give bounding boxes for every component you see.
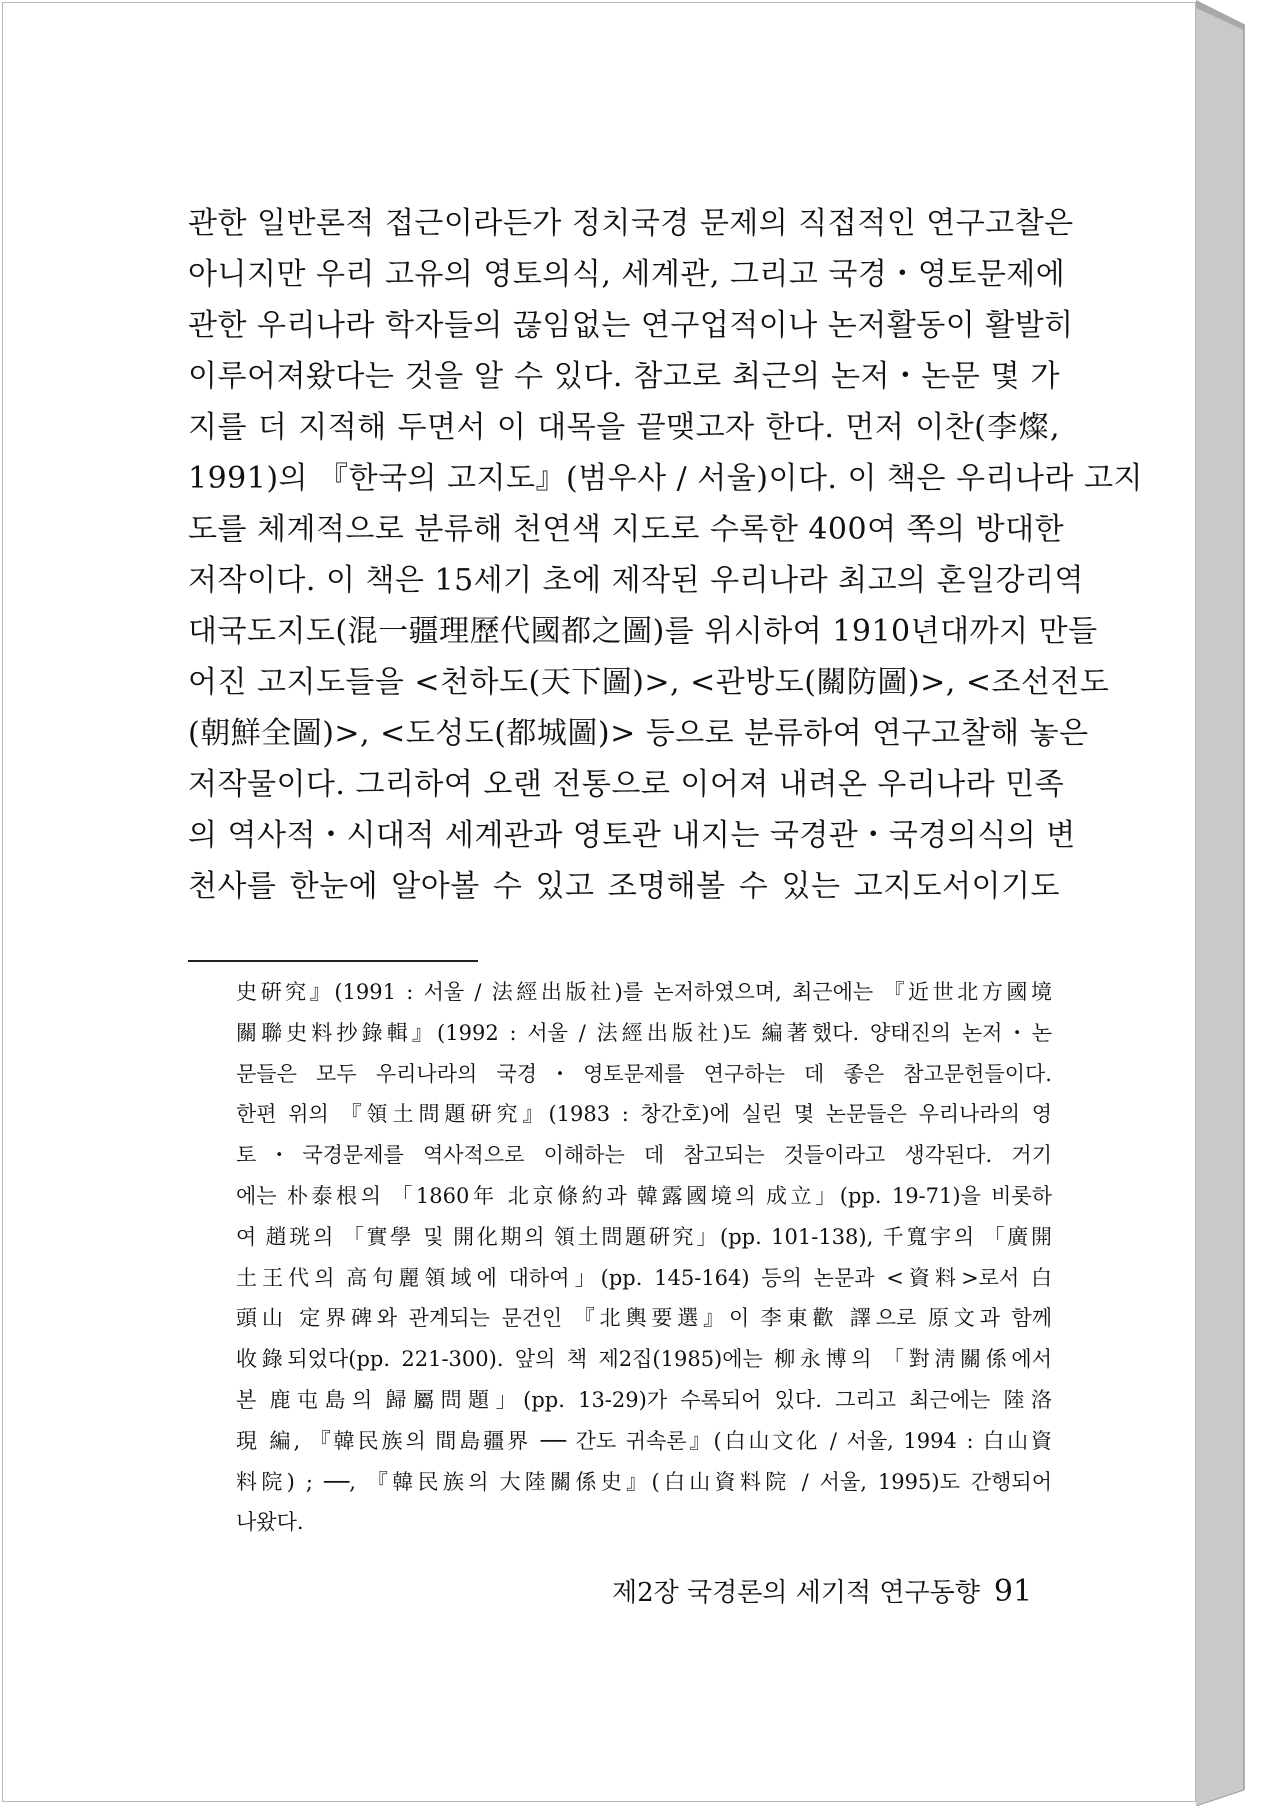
body-line: 관한 일반론적 접근이라든가 정치국경 문제의 직접적인 연구고찰은 [188,206,1074,241]
footnote-line: 토・국경문제를 역사적으로 이해하는 데 참고되는 것들이라고 생각된다. 거기 [236,1143,1052,1168]
body-line: 천사를 한눈에 알아볼 수 있고 조명해볼 수 있는 고지도서이기도 [188,869,1060,904]
body-line: 대국도지도(混一疆理歷代國都之圖)를 위시하여 1910년대까지 만들 [188,614,1098,649]
body-line: 저작물이다. 그리하여 오랜 전통으로 이어져 내려온 우리나라 민족 [188,767,1065,802]
page-stack-edge [1196,0,1284,1806]
footnote-block [236,972,1052,1543]
body-line: 이루어져왔다는 것을 알 수 있다. 참고로 최근의 논저・논문 몇 가 [188,359,1060,394]
footnote-line: 史硏究』(1991 : 서울 / 法經出版社)를 논저하였으며, 최근에는 『近世北方國境 [236,980,1052,1004]
footnote-separator-rule [188,960,478,962]
running-footer [612,1568,1032,1616]
body-line: 의 역사적・시대적 세계관과 영토관 내지는 국경관・국경의식의 변 [188,818,1076,853]
body-line: 어진 고지도들을 <천하도(天下圖)>, <관방도(關防圖)>, <조선전도 [188,665,1110,700]
page-number: 91 [993,1574,1033,1609]
body-line: 관한 우리나라 학자들의 끊임없는 연구업적이나 논저활동이 활발히 [188,308,1074,343]
footnote-line: 料院) ; ──, 『韓民族의 大陸關係史』(白山資料院 / 서울, 1995)도 간행되어 [236,1469,1052,1494]
body-line: 아니지만 우리 고유의 영토의식, 세계관, 그리고 국경・영토문제에 [188,257,1066,292]
footer-chapter-title: 제2장 국경론의 세기적 연구동향 [612,1578,980,1608]
footnote-line: 여 趙珖의 「實學 및 開化期의 領土問題硏究」(pp. 101-138), 千寬宇의 「廣開 [236,1224,1052,1249]
footnote-line: 土王代의 高句麗領域에 대하여」(pp. 145-164) 등의 논문과 <資料>로서 白 [236,1265,1052,1290]
footnote-line: 본 鹿屯島의 歸屬問題」(pp. 13-29)가 수록되어 있다. 그리고 최근에는 陸洛 [236,1387,1052,1412]
body-line: 저작이다. 이 책은 15세기 초에 제작된 우리나라 최고의 혼일강리역 [188,563,1084,598]
footnote-line: 頭山 定界碑와 관계되는 문건인 『北輿要選』이 李東歡 譯으로 原文과 함께 [236,1306,1052,1331]
footnote-line: 에는 朴泰根의 「1860年 北京條約과 韓露國境의 成立」(pp. 19-71)을 비롯하 [236,1183,1052,1208]
footnote-line: 문들은 모두 우리나라의 국경・영토문제를 연구하는 데 좋은 참고문헌들이다. [236,1061,1052,1086]
main-body-text [188,198,1143,912]
body-line: 도를 체계적으로 분류해 천연색 지도로 수록한 400여 쪽의 방대한 [188,512,1065,547]
body-line: 지를 더 지적해 두면서 이 대목을 끝맺고자 한다. 먼저 이찬(李燦, [188,410,1060,445]
footnote-line: 나왔다. [236,1510,304,1535]
footnote-line: 關聯史料抄錄輯』(1992 : 서울 / 法經出版社)도 編著했다. 양태진의 논저・논 [236,1020,1052,1045]
footnote-line: 한편 위의 『領土問題硏究』(1983 : 창간호)에 실린 몇 논문들은 우리나라의 영 [236,1102,1052,1127]
footnote-line: 現 編, 『韓民族의 間島疆界 ── 간도 귀속론』(白山文化 / 서울, 1994 : 白山資 [236,1428,1052,1453]
footnote-line: 收錄되었다(pp. 221-300). 앞의 책 제2집(1985)에는 柳永博의 「對淸關係에서 [236,1347,1052,1372]
body-line: 1991)의 『한국의 고지도』(범우사 / 서울)이다. 이 책은 우리나라 고지 [188,461,1143,496]
body-line: (朝鮮全圖)>, <도성도(都城圖)> 등으로 분류하여 연구고찰해 놓은 [188,716,1089,751]
page-edge-shadow [1196,0,1244,1806]
